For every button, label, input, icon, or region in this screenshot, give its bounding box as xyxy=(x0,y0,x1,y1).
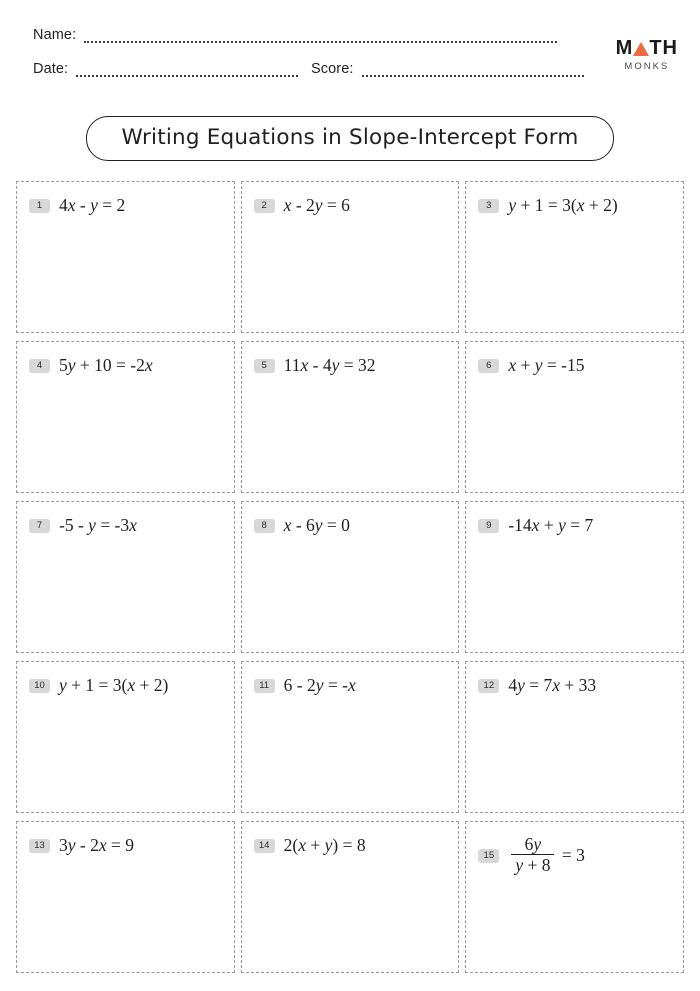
problem-cell[interactable] xyxy=(465,181,684,333)
problem-number-badge: 14 xyxy=(254,839,275,853)
problem-equation: -14x + y = 7 xyxy=(508,515,594,535)
problem-equation: x + y = -15 xyxy=(508,355,585,375)
problem-line xyxy=(478,356,673,375)
logo-text-after: TH xyxy=(649,37,678,59)
problem-equation: 11x - 4y = 32 xyxy=(283,355,376,375)
problem-number-badge: 4 xyxy=(29,359,50,373)
mathmonks-logo xyxy=(616,38,678,72)
date-input-line[interactable] xyxy=(76,63,298,77)
problem-equation: 6 - 2y = -x xyxy=(283,675,356,695)
problem-equation: -5 - y = -3x xyxy=(59,515,137,535)
worksheet-header xyxy=(0,0,700,110)
problem-line xyxy=(254,356,449,375)
problem-equation: 5y + 10 = -2x xyxy=(59,355,153,375)
problem-number-badge: 6 xyxy=(478,359,499,373)
date-label: Date: xyxy=(33,61,69,77)
problem-line xyxy=(478,196,673,215)
problem-number-badge: 8 xyxy=(254,519,275,533)
problem-number-badge: 10 xyxy=(29,679,50,693)
title-container xyxy=(0,116,700,161)
problem-cell[interactable] xyxy=(241,821,460,973)
problem-number-badge: 15 xyxy=(478,849,499,863)
problem-equation: 4x - y = 2 xyxy=(59,195,126,215)
problem-grid xyxy=(16,181,684,973)
problem-equation: 2(x + y) = 8 xyxy=(283,835,366,855)
problem-line xyxy=(29,676,224,695)
problem-cell[interactable] xyxy=(16,341,235,493)
problem-line xyxy=(478,836,673,876)
problem-number-badge: 3 xyxy=(478,199,499,213)
problem-cell[interactable] xyxy=(465,341,684,493)
problem-line xyxy=(29,356,224,375)
problem-line xyxy=(29,836,224,855)
problem-number-badge: 9 xyxy=(478,519,499,533)
problem-number-badge: 7 xyxy=(29,519,50,533)
problem-cell[interactable] xyxy=(465,821,684,973)
problem-number-badge: 5 xyxy=(254,359,275,373)
problem-cell[interactable] xyxy=(16,821,235,973)
problem-line xyxy=(254,196,449,215)
problem-cell[interactable] xyxy=(16,661,235,813)
fraction-numerator: 6y xyxy=(524,834,542,854)
worksheet-title: Writing Equations in Slope-Intercept Form xyxy=(86,116,613,161)
problem-cell[interactable] xyxy=(465,501,684,653)
problem-cell[interactable] xyxy=(16,501,235,653)
name-input-line[interactable] xyxy=(84,29,557,43)
problem-cell[interactable] xyxy=(241,501,460,653)
problem-line xyxy=(254,516,449,535)
problem-cell[interactable] xyxy=(465,661,684,813)
triangle-icon xyxy=(633,42,649,56)
score-field-row xyxy=(311,62,584,77)
problem-line xyxy=(254,676,449,695)
logo-subtext: MONKS xyxy=(624,61,670,72)
score-input-line[interactable] xyxy=(362,63,584,77)
fraction-denominator: y + 8 xyxy=(511,854,554,874)
problem-equation: y + 1 = 3(x + 2) xyxy=(59,675,169,695)
problem-number-badge: 11 xyxy=(254,679,275,693)
problem-line xyxy=(478,676,673,695)
logo-text-before: M xyxy=(615,37,634,59)
problem-number-badge: 13 xyxy=(29,839,50,853)
fraction-rest: = 3 xyxy=(557,845,585,866)
problem-equation: x - 2y = 6 xyxy=(283,195,350,215)
problem-equation: x - 6y = 0 xyxy=(283,515,350,535)
problem-number-badge: 1 xyxy=(29,199,50,213)
problem-equation xyxy=(508,836,585,876)
name-field-row xyxy=(33,28,557,43)
score-label: Score: xyxy=(311,61,354,77)
problem-cell[interactable] xyxy=(241,341,460,493)
date-field-row xyxy=(33,62,298,77)
logo-wordmark xyxy=(616,38,678,58)
fraction xyxy=(511,835,554,875)
problem-equation: 3y - 2x = 9 xyxy=(59,835,135,855)
problem-cell[interactable] xyxy=(241,181,460,333)
problem-equation: y + 1 = 3(x + 2) xyxy=(508,195,618,215)
problem-number-badge: 2 xyxy=(254,199,275,213)
name-label: Name: xyxy=(33,27,77,43)
problem-cell[interactable] xyxy=(241,661,460,813)
problem-cell[interactable] xyxy=(16,181,235,333)
problem-number-badge: 12 xyxy=(478,679,499,693)
problem-equation: 4y = 7x + 33 xyxy=(508,675,597,695)
problem-line xyxy=(254,836,449,855)
problem-line xyxy=(29,516,224,535)
problem-line xyxy=(29,196,224,215)
problem-line xyxy=(478,516,673,535)
